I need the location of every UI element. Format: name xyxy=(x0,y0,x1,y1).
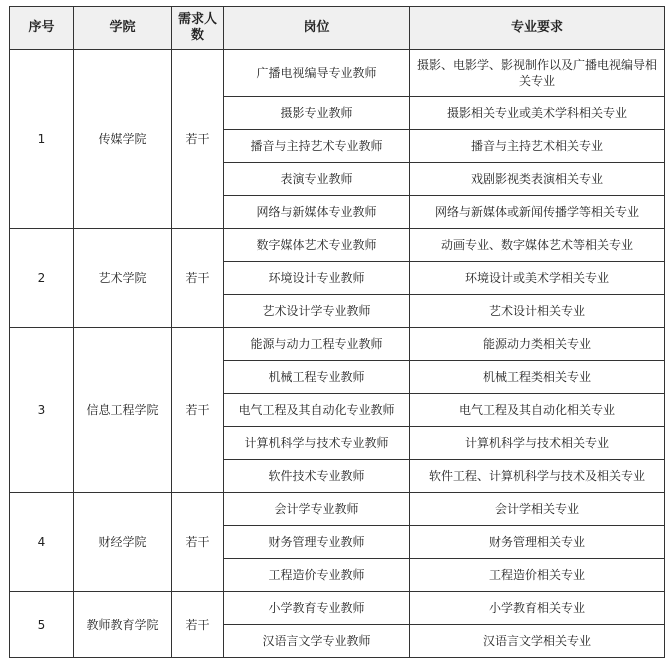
major-cell: 财务管理相关专业 xyxy=(410,526,665,559)
header-row xyxy=(10,7,665,50)
group-count: 若干 xyxy=(172,328,224,493)
group-count: 若干 xyxy=(172,493,224,592)
major-cell: 电气工程及其自动化相关专业 xyxy=(410,394,665,427)
position-cell: 广播电视编导专业教师 xyxy=(224,50,410,97)
major-cell: 环境设计或美术学相关专业 xyxy=(410,262,665,295)
table-row xyxy=(10,50,665,97)
table-row xyxy=(10,592,665,625)
position-cell: 网络与新媒体专业教师 xyxy=(224,196,410,229)
position-cell: 能源与动力工程专业教师 xyxy=(224,328,410,361)
group-college: 艺术学院 xyxy=(74,229,172,328)
position-cell: 工程造价专业教师 xyxy=(224,559,410,592)
table-row xyxy=(10,229,665,262)
group-count: 若干 xyxy=(172,50,224,229)
major-cell: 戏剧影视类表演相关专业 xyxy=(410,163,665,196)
position-cell: 数字媒体艺术专业教师 xyxy=(224,229,410,262)
group-college: 传媒学院 xyxy=(74,50,172,229)
position-cell: 小学教育专业教师 xyxy=(224,592,410,625)
major-cell: 摄影相关专业或美术学科相关专业 xyxy=(410,97,665,130)
position-cell: 软件技术专业教师 xyxy=(224,460,410,493)
group-college: 信息工程学院 xyxy=(74,328,172,493)
header-no: 序号 xyxy=(10,7,74,50)
major-cell: 播音与主持艺术相关专业 xyxy=(410,130,665,163)
recruitment-table-wrapper xyxy=(9,6,665,658)
table-row xyxy=(10,493,665,526)
major-cell: 机械工程类相关专业 xyxy=(410,361,665,394)
table-row xyxy=(10,328,665,361)
position-cell: 机械工程专业教师 xyxy=(224,361,410,394)
position-cell: 艺术设计学专业教师 xyxy=(224,295,410,328)
position-cell: 计算机科学与技术专业教师 xyxy=(224,427,410,460)
major-cell: 汉语言文学相关专业 xyxy=(410,625,665,658)
major-cell: 会计学相关专业 xyxy=(410,493,665,526)
header-college: 学院 xyxy=(74,7,172,50)
recruitment-table xyxy=(9,6,665,658)
major-cell: 工程造价相关专业 xyxy=(410,559,665,592)
group-college: 教师教育学院 xyxy=(74,592,172,658)
major-cell: 能源动力类相关专业 xyxy=(410,328,665,361)
major-cell: 计算机科学与技术相关专业 xyxy=(410,427,665,460)
group-no: 2 xyxy=(10,229,74,328)
group-count: 若干 xyxy=(172,592,224,658)
position-cell: 汉语言文学专业教师 xyxy=(224,625,410,658)
header-major: 专业要求 xyxy=(410,7,665,50)
group-no: 1 xyxy=(10,50,74,229)
header-position: 岗位 xyxy=(224,7,410,50)
group-no: 3 xyxy=(10,328,74,493)
major-cell: 小学教育相关专业 xyxy=(410,592,665,625)
major-cell: 网络与新媒体或新闻传播学等相关专业 xyxy=(410,196,665,229)
header-count: 需求人数 xyxy=(172,7,224,50)
major-cell: 艺术设计相关专业 xyxy=(410,295,665,328)
group-college: 财经学院 xyxy=(74,493,172,592)
position-cell: 环境设计专业教师 xyxy=(224,262,410,295)
position-cell: 表演专业教师 xyxy=(224,163,410,196)
group-no: 4 xyxy=(10,493,74,592)
position-cell: 播音与主持艺术专业教师 xyxy=(224,130,410,163)
major-cell: 软件工程、计算机科学与技术及相关专业 xyxy=(410,460,665,493)
position-cell: 摄影专业教师 xyxy=(224,97,410,130)
position-cell: 电气工程及其自动化专业教师 xyxy=(224,394,410,427)
major-cell: 动画专业、数字媒体艺术等相关专业 xyxy=(410,229,665,262)
position-cell: 会计学专业教师 xyxy=(224,493,410,526)
group-count: 若干 xyxy=(172,229,224,328)
major-cell: 摄影、电影学、影视制作以及广播电视编导相关专业 xyxy=(410,50,665,97)
position-cell: 财务管理专业教师 xyxy=(224,526,410,559)
group-no: 5 xyxy=(10,592,74,658)
